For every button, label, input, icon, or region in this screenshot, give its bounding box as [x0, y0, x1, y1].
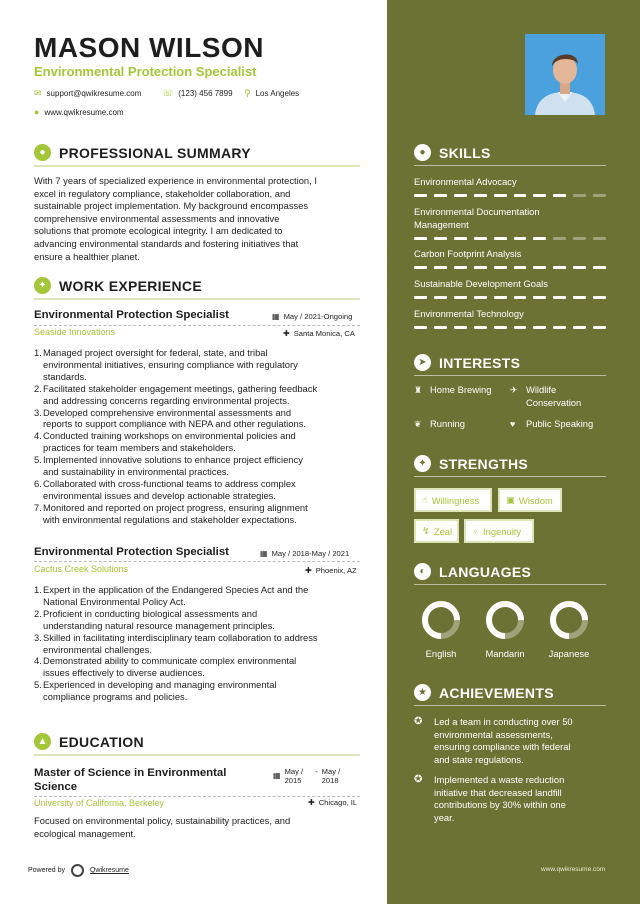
- skills-title: SKILLS: [439, 144, 491, 161]
- skill-level-segment: [474, 326, 487, 329]
- skill-level-segment: [533, 194, 546, 197]
- summary-line: ensure a healthier planet.: [34, 250, 140, 262]
- skill-level-segment: [593, 296, 606, 299]
- bullet-text: understanding natural resource management principles.: [43, 619, 275, 631]
- achievement-item: [414, 716, 604, 766]
- pin-icon: ✚: [283, 329, 290, 338]
- skill-name: [414, 206, 584, 231]
- edu-desc-line: Focused on environmental policy, sustainability practices, and: [34, 815, 291, 826]
- job-bullets: [34, 347, 364, 526]
- achievement-text: [434, 774, 566, 824]
- skill-level-segment: [434, 266, 447, 269]
- interests-heading: [414, 354, 606, 371]
- globe-icon: ●: [34, 107, 40, 117]
- skill-level-segment: [593, 194, 606, 197]
- interest-label-line: Wildlife: [526, 384, 557, 395]
- degree-title: [34, 766, 226, 794]
- bullet-number: [34, 418, 43, 430]
- bullet-text: Conducted training workshops on environmental policies and: [43, 430, 296, 442]
- bullet-number: 1.: [34, 584, 42, 595]
- experience-divider: [34, 298, 360, 300]
- education-location: [308, 798, 357, 807]
- skill-level-segment: [514, 296, 527, 299]
- edu-end-year: 2018: [321, 776, 339, 785]
- skill-level-segment: [494, 296, 507, 299]
- user-icon: ●: [34, 144, 51, 161]
- education-heading: [34, 733, 360, 750]
- bullet-number: 2.: [34, 382, 42, 394]
- interest-item: [510, 418, 593, 431]
- job-title: Environmental Protection Specialist: [34, 546, 229, 558]
- summary-divider: [34, 165, 360, 167]
- qwikresume-logo-icon: [71, 864, 84, 877]
- lightbulb-icon: ✦: [34, 277, 51, 294]
- star-icon: ✪: [414, 774, 423, 785]
- bullet-line: [34, 347, 364, 359]
- achievement-text: [434, 716, 573, 766]
- bullet-line: [34, 514, 364, 526]
- interest-item: [510, 384, 581, 409]
- strength-tag: [498, 488, 562, 512]
- job-dates-text: May / 2018-May / 2021: [271, 549, 350, 558]
- achievement-line: and state regulations.: [434, 753, 524, 765]
- summary-title: PROFESSIONAL SUMMARY: [59, 144, 251, 161]
- bullet-line: [34, 691, 364, 703]
- skill-level-segment: [414, 326, 427, 329]
- skill-level-bar: [414, 326, 606, 329]
- bullet-text: and sustainability in environmental practices.: [43, 466, 230, 478]
- edu-start-year: 2015: [284, 776, 302, 785]
- bullet-text: Managed project oversight for federal, state, and tribal: [43, 347, 268, 358]
- summary-heading: [34, 144, 360, 161]
- bullet-number: [34, 620, 43, 632]
- bullet-number: [34, 691, 43, 703]
- skill-level-segment: [593, 266, 606, 269]
- skill-level-segment: [533, 296, 546, 299]
- bullet-line: [34, 407, 364, 419]
- thumbs-up-icon: ☝: [422, 494, 428, 505]
- mail-icon: ✉: [34, 88, 42, 98]
- edu-start-month: May /: [284, 767, 304, 776]
- education-desc: [34, 815, 364, 840]
- strengths-divider: [414, 476, 606, 477]
- language-name: English: [425, 648, 457, 659]
- bullet-line: [34, 502, 364, 514]
- bullet-number: 1.: [34, 347, 42, 358]
- achievement-line: initiative that decreased landfill: [434, 786, 562, 798]
- skills-heading: [414, 144, 606, 161]
- bullet-line: [34, 655, 364, 667]
- bullet-text: Experienced in developing and managing environmental: [43, 679, 277, 691]
- skill-level-segment: [434, 194, 447, 197]
- education-title: EDUCATION: [59, 733, 144, 750]
- summary-line: excel in regulatory compliance, stakeholder collaboration, and: [34, 187, 291, 199]
- language-item: [411, 600, 471, 659]
- skill-level-bar: [414, 296, 606, 299]
- edu-end: [322, 767, 341, 785]
- bullet-number: 2.: [34, 607, 42, 619]
- achievements-heading: [414, 684, 606, 701]
- bullet-line: [34, 632, 364, 644]
- bullet-line: [34, 454, 364, 466]
- handshake-icon: ♥: [510, 419, 516, 429]
- job-dates-text: May / 2021-Ongoing: [283, 312, 353, 321]
- bullet-text: Monitored and reported on project progress, ensuring alignment: [43, 501, 308, 513]
- job-location-text: Phoenix, AZ: [315, 566, 357, 575]
- bullet-line: [34, 359, 364, 371]
- skill-level-segment: [454, 237, 467, 240]
- achievement-line: Led a team in conducting over 50: [434, 716, 573, 727]
- job-dates: [272, 312, 352, 321]
- bullet-line: [34, 596, 364, 608]
- skill-level-segment: [414, 237, 427, 240]
- skill-name: [414, 248, 584, 261]
- skill-level-segment: [454, 326, 467, 329]
- interest-label: Running: [430, 418, 465, 429]
- star-icon: ✪: [414, 716, 423, 727]
- skill-level-segment: [553, 194, 566, 197]
- bullet-number: [34, 442, 43, 454]
- sidebar: [387, 0, 640, 904]
- calendar-icon: ▦: [260, 549, 268, 558]
- interest-item: [414, 384, 491, 397]
- bullet-text: Implemented innovative solutions to enhance project efficiency: [43, 454, 303, 466]
- job-location: [305, 566, 357, 575]
- job-dates: [260, 549, 349, 558]
- languages-title: LANGUAGES: [439, 563, 532, 580]
- bullet-number: 4.: [34, 430, 42, 442]
- achievements-divider: [414, 705, 606, 706]
- bullet-text: Facilitated stakeholder engagement meetings, gathering feedback: [43, 382, 318, 394]
- bullet-text: environmental challenges.: [43, 643, 152, 655]
- avatar-icon: [525, 34, 605, 115]
- achievement-line: ensuring compliance with federal: [434, 741, 571, 753]
- bullet-number: [34, 596, 43, 608]
- interest-item: [414, 418, 465, 431]
- bullet-line: [34, 418, 364, 430]
- bullet-text: issues effectively to diverse audiences.: [43, 667, 205, 679]
- strength-label: Willingness: [431, 494, 480, 506]
- pin-icon: ✚: [308, 798, 315, 807]
- language-item: [539, 600, 599, 659]
- beer-icon: ♜: [414, 385, 423, 395]
- skill-level-segment: [494, 266, 507, 269]
- bullet-number: 6.: [34, 477, 42, 489]
- strengths-title: STRENGTHS: [439, 455, 529, 472]
- education-divider: [34, 754, 360, 756]
- skill-name-line: Sustainable Development Goals: [414, 278, 548, 289]
- bullet-number: [34, 466, 43, 478]
- bullet-text: Skilled in facilitating interdisciplinary team collaboration to address: [43, 631, 318, 643]
- achievement-line: contributions by 30% within one: [434, 799, 566, 811]
- skill-level-segment: [434, 326, 447, 329]
- skill-level-segment: [474, 296, 487, 299]
- footer-website[interactable]: www.qwikresume.com: [541, 866, 606, 873]
- bullet-text: Developed comprehensive environmental assessments and: [43, 406, 292, 418]
- interest-label: [526, 384, 581, 409]
- bullet-line: [34, 490, 364, 502]
- skill-name-line: Management: [414, 218, 469, 230]
- bullet-line: [34, 620, 364, 632]
- bullet-number: 3.: [34, 406, 42, 418]
- bullet-text: compliance programs and policies.: [43, 691, 188, 703]
- achievement-item: [414, 774, 604, 824]
- bullet-number: [34, 667, 43, 679]
- job-company: Cactus Creek Solutions: [34, 564, 129, 574]
- paper-plane-icon: ➤: [414, 354, 431, 371]
- job-company: Seaside Innovations: [34, 327, 116, 337]
- bullet-line: [34, 584, 364, 596]
- strength-label: Ingenuity: [483, 525, 522, 537]
- bullet-line: [34, 667, 364, 679]
- skill-level-bar: [414, 237, 606, 240]
- skill-level-segment: [454, 296, 467, 299]
- skill-level-segment: [514, 237, 527, 240]
- job-bullets: [34, 584, 364, 703]
- language-level-ring: [421, 600, 461, 640]
- skill-level-segment: [514, 326, 527, 329]
- strength-label: Zeal: [433, 525, 453, 537]
- bullet-text: practices for team members and stakeholders.: [43, 442, 236, 454]
- globe-icon: ◐: [414, 563, 431, 580]
- skills-divider: [414, 165, 606, 166]
- calendar-icon: ▦: [272, 312, 280, 321]
- degree-line: Science: [34, 781, 78, 793]
- language-level-ring: [549, 600, 589, 640]
- job-title: Environmental Protection Specialist: [34, 309, 229, 321]
- experience-title: WORK EXPERIENCE: [59, 277, 202, 294]
- strength-tag: [414, 519, 459, 543]
- lightbulb-icon: ♀: [472, 525, 480, 537]
- bullet-text: Proficient in conducting biological assessments and: [43, 607, 258, 619]
- summary-line: advancing environmental standards and fostering initiatives that: [34, 237, 299, 249]
- brand-link[interactable]: Qwikresume: [89, 867, 129, 874]
- skill-level-segment: [494, 237, 507, 240]
- skill-name-line: Carbon Footprint Analysis: [414, 248, 522, 259]
- phone-text: (123) 456 7899: [178, 89, 233, 98]
- skill-name-line: Environmental Technology: [414, 308, 524, 319]
- edu-desc-line: ecological management.: [34, 827, 136, 839]
- summary-line: solutions that promote ecological integrity. I am dedicated to: [34, 225, 283, 237]
- skill-level-segment: [553, 326, 566, 329]
- skill-level-segment: [514, 266, 527, 269]
- skill-level-segment: [593, 326, 606, 329]
- bullet-number: [34, 395, 43, 407]
- powered-by-label: Powered by: [28, 867, 65, 874]
- bullet-number: [34, 514, 43, 526]
- phone-contact[interactable]: [162, 88, 233, 99]
- bullet-text: National Environmental Policy Act.: [43, 595, 186, 607]
- skill-name: [414, 176, 584, 189]
- skill-level-segment: [434, 296, 447, 299]
- skill-level-segment: [434, 237, 447, 240]
- language-item: [475, 600, 535, 659]
- bullet-number: 5.: [34, 679, 42, 691]
- bullet-line: [34, 430, 364, 442]
- bullet-number: 3.: [34, 631, 42, 643]
- skill-name-line: Environmental Documentation: [414, 206, 540, 217]
- bullet-line: [34, 478, 364, 490]
- edu-end-month: May /: [321, 767, 341, 776]
- pin-icon: ●: [414, 144, 431, 161]
- bullet-text: Expert in the application of the Endangered Species Act and the: [43, 584, 309, 595]
- interest-label-line: Conservation: [526, 396, 582, 408]
- edu-start: [285, 767, 304, 785]
- skill-level-segment: [593, 237, 606, 240]
- skill-level-segment: [553, 237, 566, 240]
- email-text: support@qwikresume.com: [46, 89, 142, 98]
- book-icon: ▣: [506, 494, 515, 505]
- job-location-text: Santa Monica, CA: [293, 329, 355, 338]
- pin-icon: ✚: [305, 566, 312, 575]
- profile-photo: [525, 34, 605, 115]
- bullet-line: [34, 679, 364, 691]
- skill-name: [414, 278, 584, 291]
- skill-level-segment: [494, 326, 507, 329]
- bullet-line: [34, 395, 364, 407]
- strength-label: Wisdom: [518, 494, 553, 506]
- skill-level-bar: [414, 266, 606, 269]
- job-location: [283, 329, 355, 338]
- bolt-icon: ↯: [422, 525, 430, 536]
- edu-location-text: Chicago, IL: [318, 798, 358, 807]
- bullet-number: [34, 644, 43, 656]
- bullet-text: environmental initiatives, ensuring compliance with regulatory: [43, 358, 298, 370]
- bullet-line: [34, 466, 364, 478]
- bullet-line: [34, 383, 364, 395]
- achievement-line: year.: [434, 811, 455, 823]
- strengths-heading: [414, 455, 606, 472]
- achievement-line: environmental assessments,: [434, 728, 553, 740]
- bullet-text: reports to support compliance with NEPA and other regulations.: [43, 418, 306, 430]
- skill-level-segment: [494, 194, 507, 197]
- skill-level-segment: [474, 266, 487, 269]
- skill-level-segment: [474, 194, 487, 197]
- candidate-role: Environmental Protection Specialist: [34, 64, 257, 79]
- summary-line: comprehensive environmental assessments and innovative: [34, 212, 280, 224]
- education-dash-divider: [34, 796, 360, 797]
- skill-level-segment: [454, 194, 467, 197]
- bullet-number: [34, 490, 43, 502]
- summary-line: With 7 years of specialized experience in environmental protection, I: [34, 175, 317, 186]
- powered-by: [28, 864, 129, 877]
- bird-icon: ✈: [510, 385, 518, 395]
- bullet-line: [34, 371, 364, 383]
- candidate-name: MASON WILSON: [34, 32, 264, 63]
- skill-level-segment: [573, 266, 586, 269]
- website-contact[interactable]: [34, 107, 124, 117]
- language-name: Mandarin: [485, 648, 525, 659]
- skill-level-segment: [414, 296, 427, 299]
- interest-label: Public Speaking: [526, 418, 594, 429]
- skill-level-segment: [533, 266, 546, 269]
- school-name: University of California, Berkeley: [34, 798, 165, 808]
- achievement-line: Implemented a waste reduction: [434, 774, 565, 785]
- bullet-text: Collaborated with cross-functional teams to address complex: [43, 477, 296, 489]
- job-divider: [34, 561, 360, 562]
- skill-level-segment: [454, 266, 467, 269]
- skill-level-segment: [553, 296, 566, 299]
- experience-heading: [34, 277, 360, 294]
- bullet-number: [34, 371, 43, 383]
- bullet-line: [34, 608, 364, 620]
- interests-divider: [414, 375, 606, 376]
- bullet-number: [34, 359, 43, 371]
- summary-text: [34, 175, 364, 263]
- bullet-number: 5.: [34, 454, 42, 466]
- skill-level-segment: [514, 194, 527, 197]
- language-name: Japanese: [548, 648, 590, 659]
- trophy-icon: ★: [414, 684, 431, 701]
- location-text: Los Angeles: [255, 89, 300, 98]
- languages-divider: [414, 584, 606, 585]
- bullet-text: and addressing concerns regarding environmental projects.: [43, 394, 290, 406]
- phone-icon: ☏: [162, 88, 174, 98]
- bulb-icon: ✦: [414, 455, 431, 472]
- skill-name: [414, 308, 584, 321]
- skill-level-segment: [533, 237, 546, 240]
- email-contact[interactable]: [34, 88, 141, 99]
- website-text: www.qwikresume.com: [44, 107, 124, 117]
- location-contact: [244, 88, 299, 99]
- calendar-icon: ▦: [273, 771, 281, 780]
- skill-level-segment: [533, 326, 546, 329]
- degree-line: Master of Science in Environmental: [34, 767, 227, 779]
- edu-separator: -: [315, 767, 318, 776]
- achievements-title: ACHIEVEMENTS: [439, 684, 554, 701]
- bullet-line: [34, 442, 364, 454]
- skill-level-segment: [573, 194, 586, 197]
- interests-title: INTERESTS: [439, 354, 521, 371]
- skill-level-segment: [553, 266, 566, 269]
- skill-level-segment: [474, 237, 487, 240]
- bullet-line: [34, 644, 364, 656]
- skill-level-segment: [414, 266, 427, 269]
- bullet-number: 7.: [34, 501, 42, 513]
- job-divider: [34, 325, 360, 326]
- bullet-text: environmental issues and develop actionable strategies.: [43, 489, 276, 501]
- bullet-text: standards.: [43, 370, 87, 382]
- skill-name-line: Environmental Advocacy: [414, 176, 517, 187]
- education-dates: [273, 767, 340, 785]
- bullet-text: with environmental regulations and stakeholder expectations.: [43, 513, 297, 525]
- location-pin-icon: ⚲: [244, 88, 251, 98]
- skill-level-segment: [573, 326, 586, 329]
- paw-icon: ❦: [414, 419, 422, 429]
- bullet-number: 4.: [34, 655, 42, 667]
- skill-level-segment: [414, 194, 427, 197]
- interest-label: Home Brewing: [430, 384, 492, 395]
- summary-line: sustainable project implementation. My background encompasses: [34, 200, 309, 212]
- graduation-cap-icon: ▲: [34, 733, 51, 750]
- languages-heading: [414, 563, 606, 580]
- skill-level-bar: [414, 194, 606, 197]
- strength-tag: [414, 488, 492, 512]
- skill-level-segment: [573, 296, 586, 299]
- strength-tag: [464, 519, 534, 543]
- language-level-ring: [485, 600, 525, 640]
- skill-level-segment: [573, 237, 586, 240]
- bullet-text: Demonstrated ability to communicate complex environmental: [43, 655, 297, 667]
